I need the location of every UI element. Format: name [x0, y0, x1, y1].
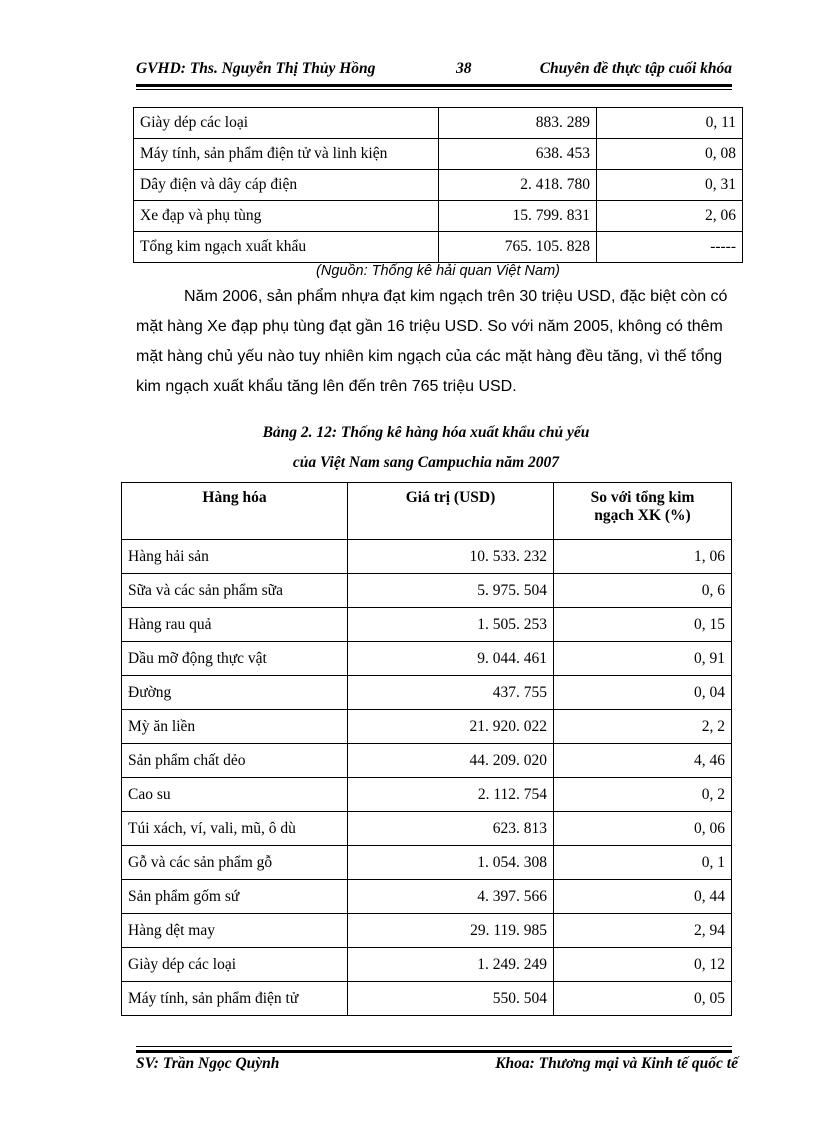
cell-goods: Giày dép các loại — [134, 108, 439, 139]
cell-goods: Hàng hải sản — [122, 540, 348, 574]
cell-goods: Gỗ và các sản phẩm gỗ — [122, 846, 348, 880]
footer-rule-thin — [136, 1046, 732, 1047]
cell-value: 883. 289 — [439, 108, 597, 139]
cell-goods: Sữa và các sản phẩm sữa — [122, 574, 348, 608]
cell-percent: 0, 11 — [597, 108, 743, 139]
cell-value: 21. 920. 022 — [348, 710, 554, 744]
table-row — [122, 880, 732, 914]
table-row — [122, 948, 732, 982]
column-header-goods: Hàng hóa — [122, 483, 348, 540]
cell-percent: 2, 06 — [597, 201, 743, 232]
table-row — [122, 540, 732, 574]
footer-student: SV: Trần Ngọc Quỳnh — [136, 1055, 280, 1072]
cell-percent: 0, 08 — [597, 139, 743, 170]
cell-value: 9. 044. 461 — [348, 642, 554, 676]
cell-percent: 0, 31 — [597, 170, 743, 201]
cell-value: 2. 418. 780 — [439, 170, 597, 201]
cell-goods: Máy tính, sản phẩm điện tử — [122, 982, 348, 1016]
cell-goods: Sản phẩm chất dẻo — [122, 744, 348, 778]
cell-value: 1. 249. 249 — [348, 948, 554, 982]
table-row — [122, 914, 732, 948]
table-row — [122, 710, 732, 744]
cell-value: 1. 054. 308 — [348, 846, 554, 880]
cell-value: 2. 112. 754 — [348, 778, 554, 812]
cell-percent: 0, 6 — [554, 574, 732, 608]
footer-rule-thick — [136, 1050, 732, 1053]
table-caption-line2: của Việt Nam sang Campuchia năm 2007 — [292, 454, 560, 471]
table-row — [122, 778, 732, 812]
export-table-2006-continued — [133, 107, 743, 263]
table-row — [122, 744, 732, 778]
table-row — [134, 232, 743, 263]
table-row — [122, 676, 732, 710]
cell-value: 765. 105. 828 — [439, 232, 597, 263]
table-row — [122, 982, 732, 1016]
header-title: Chuyên đề thực tập cuối khóa — [539, 60, 732, 77]
footer-faculty: Khoa: Thương mại và Kinh tế quốc tế — [495, 1055, 738, 1072]
cell-goods: Giày dép các loại — [122, 948, 348, 982]
cell-goods: Đường — [122, 676, 348, 710]
cell-percent: 1, 06 — [554, 540, 732, 574]
page-number: 38 — [456, 60, 472, 77]
column-header-value: Giá trị (USD) — [348, 483, 554, 540]
cell-goods: Hàng dệt may — [122, 914, 348, 948]
table-source-note: (Nguồn: Thống kê hải quan Việt Nam) — [316, 263, 560, 279]
cell-goods: Dầu mỡ động thực vật — [122, 642, 348, 676]
cell-goods: Hàng rau quả — [122, 608, 348, 642]
cell-value: 1. 505. 253 — [348, 608, 554, 642]
cell-value: 29. 119. 985 — [348, 914, 554, 948]
cell-percent: 4, 46 — [554, 744, 732, 778]
cell-percent: 2, 94 — [554, 914, 732, 948]
cell-goods: Máy tính, sản phẩm điện tử và linh kiện — [134, 139, 439, 170]
table-row — [122, 642, 732, 676]
page-header — [136, 60, 732, 82]
cell-percent: ----- — [597, 232, 743, 263]
paragraph-text: Năm 2006, sản phẩm nhựa đạt kim ngạch trên 30 triệu USD, đặc biệt còn có mặt hàng Xe đạp phụ tùng đạt gần 16 triệu USD. So với năm 2005, không có thêm mặt hàng chủ yếu nào tuy nhiên kim ngạch của các mặt hàng đều tăng, vì thế tổng kim ngạch xuất khẩu tăng lên đến trên 765 triệu USD. — [136, 288, 728, 395]
cell-goods: Cao su — [122, 778, 348, 812]
header-rule-thin — [136, 89, 732, 90]
cell-value: 10. 533. 232 — [348, 540, 554, 574]
cell-percent: 0, 05 — [554, 982, 732, 1016]
cell-percent: 0, 91 — [554, 642, 732, 676]
table-caption-line1: Bảng 2. 12: Thống kê hàng hóa xuất khẩu chủ yếu — [262, 424, 590, 441]
table-row — [134, 170, 743, 201]
cell-value: 550. 504 — [348, 982, 554, 1016]
cell-percent: 0, 04 — [554, 676, 732, 710]
table-row — [122, 574, 732, 608]
cell-value: 5. 975. 504 — [348, 574, 554, 608]
page-footer — [136, 1055, 738, 1077]
column-header-percent: So với tổng kim ngạch XK (%) — [554, 483, 732, 540]
header-advisor: GVHD: Ths. Nguyễn Thị Thủy Hồng — [136, 60, 376, 77]
table-header-row — [122, 483, 732, 540]
table-row — [122, 608, 732, 642]
body-paragraph — [136, 282, 736, 402]
cell-goods: Túi xách, ví, vali, mũ, ô dù — [122, 812, 348, 846]
cell-goods: Dây điện và dây cáp điện — [134, 170, 439, 201]
cell-goods: Sản phẩm gốm sứ — [122, 880, 348, 914]
cell-percent: 0, 15 — [554, 608, 732, 642]
cell-value: 4. 397. 566 — [348, 880, 554, 914]
cell-percent: 0, 2 — [554, 778, 732, 812]
cell-value: 15. 799. 831 — [439, 201, 597, 232]
cell-value: 638. 453 — [439, 139, 597, 170]
cell-goods: Tổng kim ngạch xuất khẩu — [134, 232, 439, 263]
cell-percent: 0, 12 — [554, 948, 732, 982]
table-row — [122, 812, 732, 846]
cell-goods: Mỳ ăn liền — [122, 710, 348, 744]
cell-percent: 2, 2 — [554, 710, 732, 744]
cell-value: 437. 755 — [348, 676, 554, 710]
export-table-2007 — [121, 482, 732, 1016]
table-row — [134, 201, 743, 232]
table-row — [122, 846, 732, 880]
cell-percent: 0, 06 — [554, 812, 732, 846]
cell-goods: Xe đạp và phụ tùng — [134, 201, 439, 232]
table-row — [134, 108, 743, 139]
table-row — [134, 139, 743, 170]
cell-value: 623. 813 — [348, 812, 554, 846]
header-rule-thick — [136, 84, 732, 87]
cell-percent: 0, 1 — [554, 846, 732, 880]
cell-value: 44. 209. 020 — [348, 744, 554, 778]
cell-percent: 0, 44 — [554, 880, 732, 914]
